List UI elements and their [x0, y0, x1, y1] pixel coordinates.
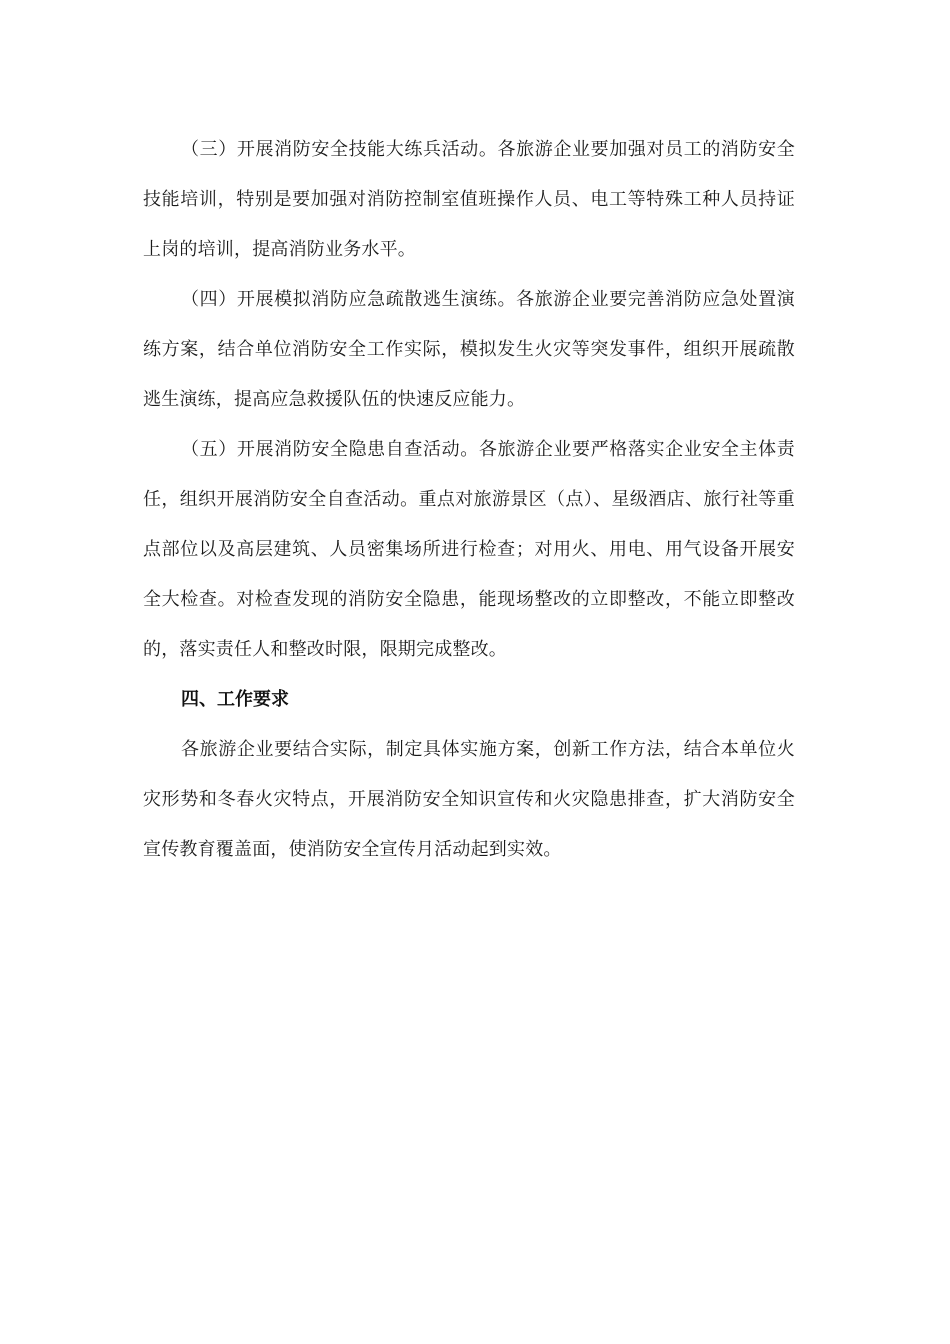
- document-body: [143, 125, 795, 875]
- paragraph-evacuation-drill: （四）开展模拟消防应急疏散逃生演练。各旅游企业要完善消防应急处置演练方案，结合单位消防安全工作实际，模拟发生火灾等突发事件，组织开展疏散逃生演练，提高应急救援队伍的快速反应能力。: [143, 289, 795, 410]
- paragraph-hazard-self-inspection: （五）开展消防安全隐患自查活动。各旅游企业要严格落实企业安全主体责任，组织开展消防安全自查活动。重点对旅游景区（点）、星级酒店、旅行社等重点部位以及高层建筑、人员密集场所进行检查；对用火、用电、用气设备开展安全大检查。对检查发现的消防安全隐患，能现场整改的立即整改，不能立即整改的，落实责任人和整改时限，限期完成整改。: [143, 439, 795, 660]
- paragraph-work-requirements: 各旅游企业要结合实际，制定具体实施方案，创新工作方法，结合本单位火灾形势和冬春火灾特点，开展消防安全知识宣传和火灾隐患排查，扩大消防安全宣传教育覆盖面，使消防安全宣传月活动起到实效。: [143, 739, 795, 860]
- paragraph-skills-drill: （三）开展消防安全技能大练兵活动。各旅游企业要加强对员工的消防安全技能培训，特别是要加强对消防控制室值班操作人员、电工等特殊工种人员持证上岗的培训，提高消防业务水平。: [143, 139, 795, 260]
- section-heading-work-requirements: 四、工作要求: [181, 689, 289, 710]
